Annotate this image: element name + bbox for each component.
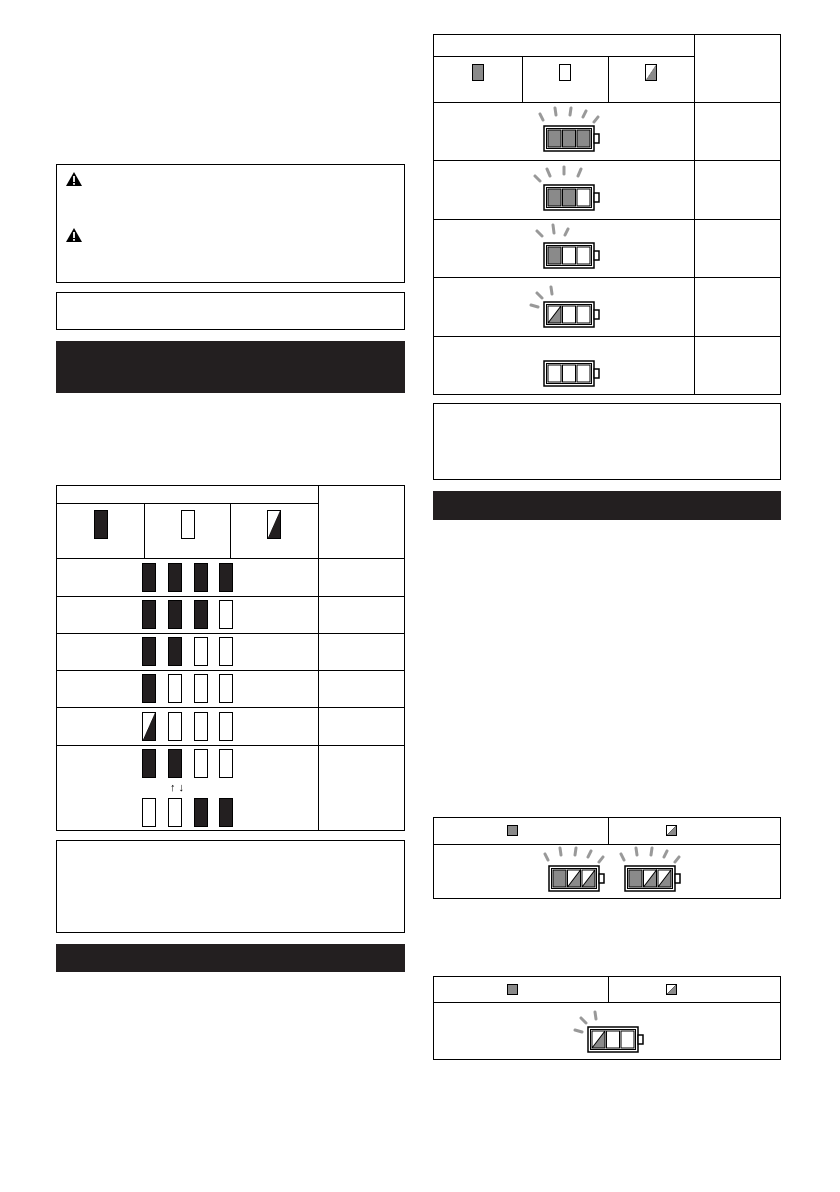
- warning-box: [56, 164, 405, 283]
- legend-lamp-blinking: [666, 984, 677, 995]
- battery-icon: [528, 281, 608, 331]
- lamp: [194, 674, 208, 703]
- legend-lamp-blinking: [666, 825, 677, 836]
- warning-triangle-icon: [65, 227, 83, 243]
- lamp: [219, 563, 233, 592]
- legend-lamp-on: [507, 825, 518, 836]
- lamp: [194, 637, 208, 666]
- lamp: [219, 712, 233, 741]
- lamp: [219, 600, 233, 629]
- lamp: [142, 563, 156, 592]
- battery-icon: [528, 164, 608, 214]
- lamp: [142, 674, 156, 703]
- battery-icon: [609, 845, 689, 895]
- lamp: [219, 674, 233, 703]
- lamp: [142, 600, 156, 629]
- lamp: [168, 600, 182, 629]
- lamp: [194, 712, 208, 741]
- lamp: [168, 749, 182, 778]
- lamp: [142, 637, 156, 666]
- lamp: [194, 600, 208, 629]
- lamp: [168, 674, 182, 703]
- lamp: [194, 749, 208, 778]
- battery-icon: [572, 1006, 652, 1056]
- battery-icon: [528, 340, 608, 390]
- legend-lamp-on: [507, 984, 518, 995]
- battery-icon: [533, 845, 613, 895]
- indicator-lamp-table: [56, 485, 405, 831]
- lamp: [168, 637, 182, 666]
- note-box: [433, 403, 781, 480]
- battery-alert-table-1: [433, 817, 781, 899]
- legend-lamp-off: [559, 64, 571, 81]
- section-heading-bar: [56, 341, 405, 393]
- note-box: [56, 840, 405, 933]
- lamp: [168, 563, 182, 592]
- lamp: [219, 749, 233, 778]
- lamp: [194, 798, 208, 827]
- alternating-arrows: ↑ ↓: [170, 782, 185, 794]
- lamp: [219, 637, 233, 666]
- lamp: [168, 798, 182, 827]
- note-box: [56, 292, 405, 330]
- battery-indicator-table: [433, 34, 781, 395]
- lamp: [142, 798, 156, 827]
- lamp: [142, 712, 156, 741]
- lamp: [194, 563, 208, 592]
- legend-lamp-blinking: [645, 64, 657, 81]
- legend-lamp-on: [94, 510, 108, 539]
- lamp: [219, 798, 233, 827]
- legend-lamp-blinking: [267, 510, 281, 539]
- lamp: [142, 749, 156, 778]
- legend-lamp-off: [181, 510, 195, 539]
- battery-icon: [528, 105, 608, 155]
- lamp: [168, 712, 182, 741]
- battery-alert-table-2: [433, 976, 781, 1060]
- warning-triangle-icon: [65, 171, 83, 187]
- legend-lamp-on: [472, 64, 484, 81]
- section-heading-bar: [56, 944, 405, 972]
- battery-icon: [528, 222, 608, 272]
- section-heading-bar: [433, 491, 781, 520]
